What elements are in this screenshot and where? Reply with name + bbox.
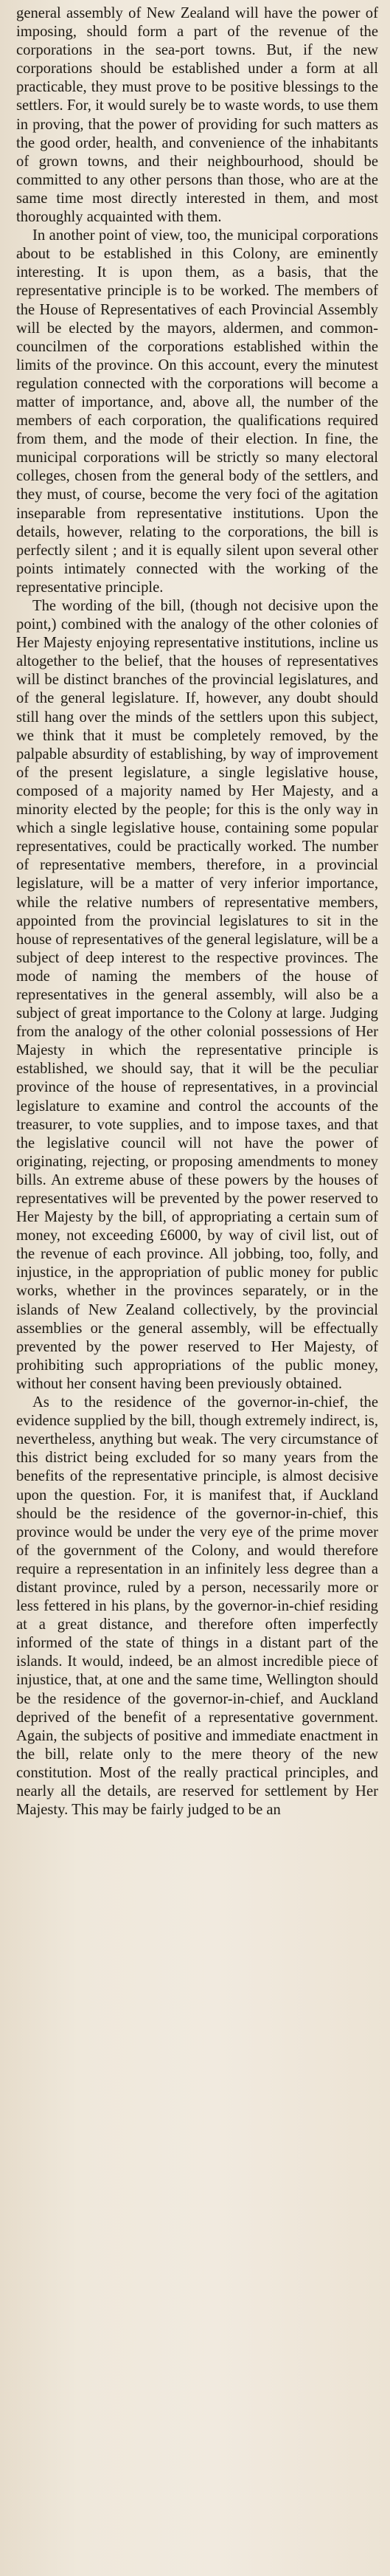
paragraph-municipal-corporations: In another point of view, too, the municipal corporations about to be established in this Colony, are eminently interesting. It is upon them, as a basis, that the representative principle is to be worked. The members of the House of Representatives of each Provincial Assembly will be elected by the mayors, aldermen, and common-councilmen of the corporations established within the limits of the province. On this account, every the minutest regulation connected with the corporations will become a matter of importance, and, above all, the number of the members of each corporation, the qualifications required from them, and the mode of their election. In fine, the municipal corporations will be strictly so many electoral colleges, chosen from the general body of the settlers, and they must, of course, become the very foci of the agitation inseparable from representative institutions. Upon the details, however, relating to the corporations, the bill is perfectly silent ; and it is equally silent upon several other points intimately connected with the working of the representative principle. <box>16 227 378 596</box>
article-column <box>16 4 378 1819</box>
paragraph-governor-residence: As to the residence of the governor-in-chief, the evidence supplied by the bill, though extremely indirect, is, nevertheless, anything but weak. The very circumstance of this district being excluded for so many years from the benefits of the representative principle, is almost decisive upon the question. For, it is manifest that, if Auckland should be the residence of the governor-in-chief, this province would be under the very eye of the prime mover of the government of the Colony, and would therefore require a representation in an infinitely less degree than a distant province, ruled by a person, necessarily more or less fettered in his plans, by the governor-in-chief residing at a great distance, and therefore often imperfectly informed of the state of things in a distant part of the islands. It would, indeed, be an almost incredible piece of injustice, that, at one and the same time, Wellington should be the residence of the governor-in-chief, and Auckland deprived of the benefit of a representative government. Again, the subjects of positive and immediate enactment in the bill, relate only to the mere theory of the new constitution. Most of the really practical principles, and nearly all the details, are reserved for settlement by Her Majesty. This may be fairly judged to be an <box>16 1394 378 1819</box>
paragraph-wording-of-bill: The wording of the bill, (though not decisive upon the point,) combined with the analogy of the other colonies of Her Majesty enjoying representative institutions, incline us altogether to the belief, that the houses of representatives will be distinct branches of the provincial legislatures, and of the general legislature. If, however, any doubt should still hang over the minds of the settlers upon this subject, we think that it must be completely removed, by the palpable absurdity of establishing, by way of improvement of the present legislature, a single legislative house, composed of a majority named by Her Majesty, and a minority elected by the people; for this is the only way in which a single legislative house, containing some popular representatives, could be practically worked. The number of representative members, therefore, in a provincial legislature, will be a matter of very inferior importance, while the relative numbers of representative members, appointed from the provincial legislatures to sit in the house of representatives of the general legislature, will be a subject of deep interest to the respective provinces. The mode of naming the members of the house of representatives in the general assembly, will also be a subject of great importance to the Colony at large. Judging from the analogy of the other colonial possessions of Her Majesty in which the representative principle is established, we should say, that it will be the peculiar province of the house of representatives, in a provincial legislature to examine and control the accounts of the treasurer, to vote supplies, and to impose taxes, and that the legislative council will not have the power of originating, rejecting, or proposing amendments to money bills. An extreme abuse of these powers by the houses of representatives will be prevented by the power reserved to Her Majesty by the bill, of appropriating a certain sum of money, not exceeding £6000, by way of civil list, out of the revenue of each province. All jobbing, too, folly, and injustice, in the appropriation of public money for public works, whether in the provinces separately, or in the islands of New Zealand collectively, by the provincial assemblies or the general assembly, will be effectually prevented by the power reserved to Her Majesty, of prohibiting such appropriations of the public money, without her consent having been previously obtained. <box>16 598 378 1392</box>
paragraph-corporation-revenue: general assembly of New Zealand will have the power of imposing, should form a part of the revenue of the corporations in the sea-port towns. But, if the new corporations should be established under a form at all practicable, they must prove to be positive blessings to the settlers. For, it would surely be to waste words, to use them in proving, that the power of providing for such matters as the good order, health, and convenience of the inhabitants of grown towns, and their neighbourhood, should be committed to any other persons than those, who are at the same time most directly interested in them, and most thoroughly acquainted with them. <box>16 5 378 226</box>
